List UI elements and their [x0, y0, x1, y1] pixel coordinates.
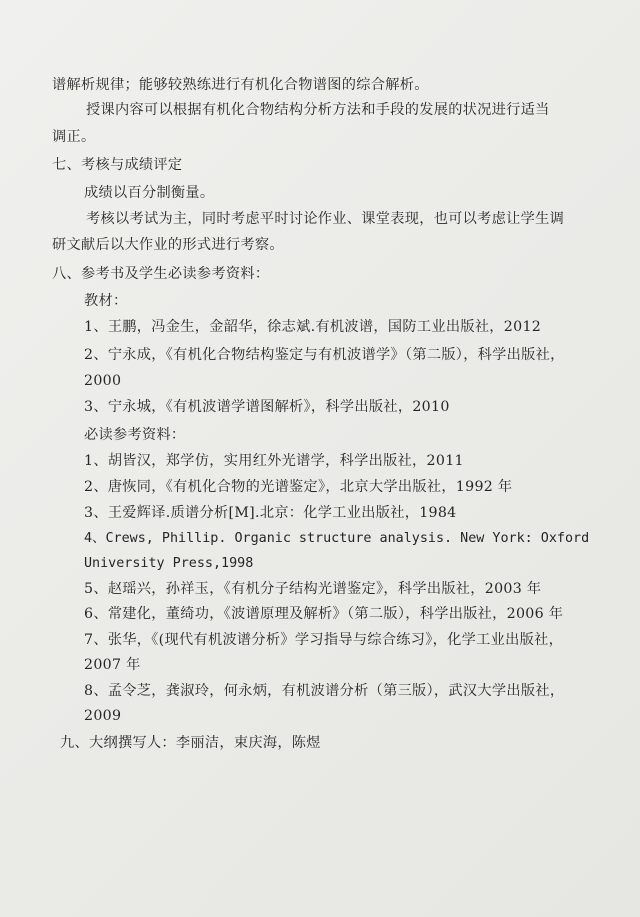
- reading-item-8-year: 2009: [84, 708, 122, 724]
- section-heading-8: 八、参考书及学生必读参考资料：: [52, 266, 270, 282]
- section-heading-7: 七、考核与成绩评定: [52, 157, 183, 173]
- textbook-item-2: 2、宁永成，《有机化合物结构鉴定与有机波谱学》（第二版），科学出版社，: [84, 347, 565, 363]
- reading-item-6: 6、常建化，董绮功，《波谱原理及解析》（第二版），科学出版社，2006 年: [84, 606, 564, 622]
- text-line-5: 成绩以百分制衡量。: [84, 185, 215, 201]
- text-line-7: 研文献后以大作业的形式进行考察。: [52, 237, 284, 253]
- text-line-3: 调正。: [52, 129, 96, 145]
- subheading-textbooks: 教材：: [84, 293, 128, 309]
- reading-item-7-year: 2007 年: [84, 657, 141, 673]
- section-heading-9: 九、大纲撰写人：李丽洁，束庆海，陈煜: [60, 735, 321, 751]
- reading-item-8: 8、孟令芝，龚淑玲，何永炳，有机波谱分析（第三版），武汉大学出版社，: [84, 683, 565, 699]
- reading-item-1: 1、胡皆汉，郑学仿，实用红外光谱学，科学出版社，2011: [84, 453, 464, 469]
- text-line-6: 考核以考试为主，同时考虑平时讨论作业、课堂表现，也可以考虑让学生调: [86, 211, 565, 227]
- text-line-1: 谱解析规律；能够较熟练进行有机化合物谱图的综合解析。: [52, 77, 429, 93]
- reading-item-4-cont: University Press,1998: [84, 556, 254, 571]
- textbook-item-1: 1、王鹏，冯金生，金韶华，徐志斌.有机波谱，国防工业出版社，2012: [84, 319, 542, 335]
- textbook-item-3: 3、宁永城，《有机波谱学谱图解析》，科学出版社，2010: [84, 399, 450, 415]
- reading-item-4: 4、Crews, Phillip. Organic structure analysis. New York: Oxford: [84, 531, 590, 546]
- reading-item-3: 3、王爱辉译.质谱分析[M].北京：化学工业出版社，1984: [84, 505, 457, 521]
- text-line-2: 授课内容可以根据有机化合物结构分析方法和手段的发展的状况进行适当: [86, 102, 550, 118]
- textbook-item-2-year: 2000: [84, 373, 122, 389]
- reading-item-2: 2、唐恢同，《有机化合物的光谱鉴定》，北京大学出版社，1992 年: [84, 479, 513, 495]
- subheading-required-reading: 必读参考资料：: [84, 427, 186, 443]
- reading-item-7: 7、张华，《(现代有机波谱分析》学习指导与综合练习》，化学工业出版社，: [84, 632, 564, 648]
- reading-item-5: 5、赵瑶兴，孙祥玉，《有机分子结构光谱鉴定》，科学出版社，2003 年: [84, 581, 542, 597]
